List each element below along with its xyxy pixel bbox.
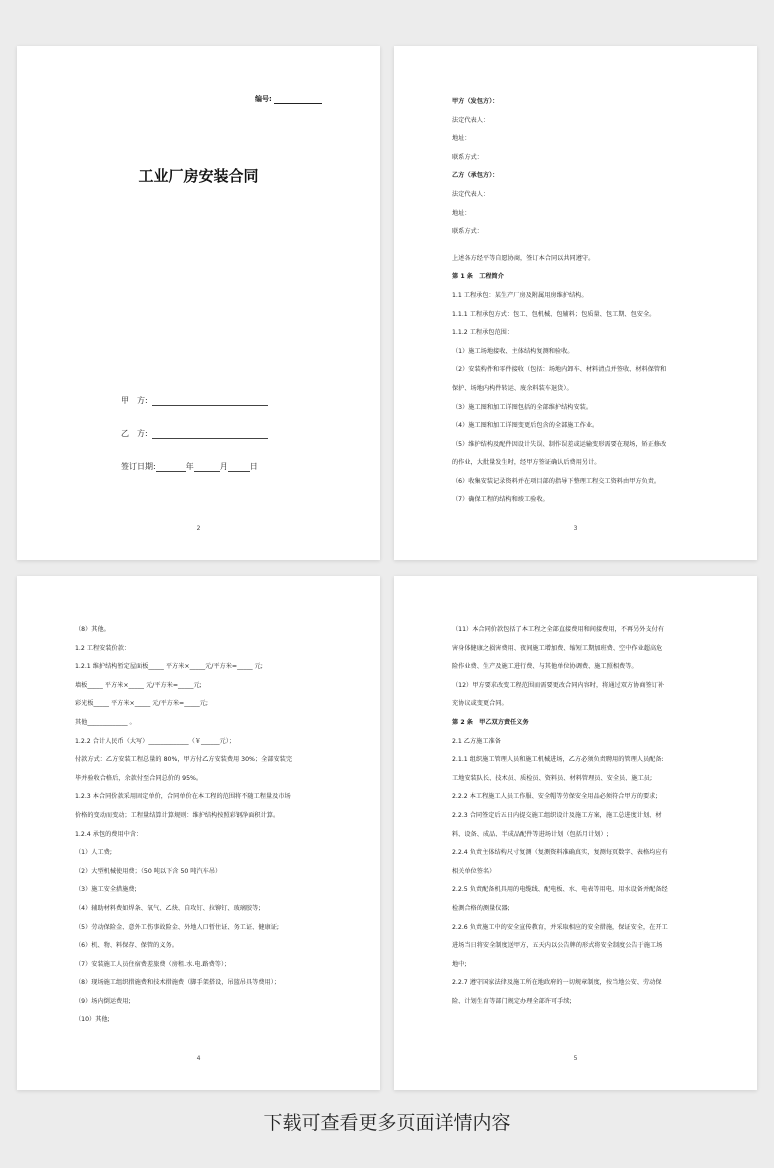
text-line: （8）现场施工组织措施费和技术措施费（脚手架搭设，吊篮吊具等费用）； bbox=[75, 979, 281, 987]
page-number: 4 bbox=[196, 1055, 201, 1062]
party-b-signature bbox=[121, 428, 268, 439]
text-line: 上述各方经平等自愿协商，签订本合同以共同遵守。 bbox=[452, 254, 595, 262]
download-caption: 下载可查看更多页面详情内容 bbox=[263, 1112, 511, 1134]
page-3-body bbox=[452, 93, 703, 510]
text-line: 1.2.4 承包的费用中含： bbox=[75, 830, 143, 838]
text-line: （1）施工场地接收、主体结构复测和验收。 bbox=[452, 347, 574, 355]
text-line: 2.2.4 负责主体结构尺寸复测（复测资料准确真实，复测每页数字、表格均应有 bbox=[452, 849, 668, 857]
text-line: 1.2.2 合计人民币（大写）_____________（￥______元）； bbox=[75, 737, 236, 745]
section-heading: 甲方（发包方）： bbox=[452, 98, 499, 105]
day-blank bbox=[228, 471, 250, 472]
text-line: （3）施工安全措施费; bbox=[75, 886, 137, 894]
text-line: 的作业，大批量发生时，经甲方签证确认后费用另计。 bbox=[452, 459, 601, 467]
date-label: 签订日期: bbox=[121, 462, 156, 471]
serial-blank bbox=[274, 103, 322, 104]
party-a-blank bbox=[152, 405, 268, 406]
text-line: 1.1.2 工程承包范围： bbox=[452, 329, 514, 337]
month-blank bbox=[194, 471, 220, 472]
page-4-body bbox=[75, 621, 326, 1030]
text-line: 2.1.1 组织施工管理人员和施工机械进场，乙方必须负责聘用的管理人员配备: bbox=[452, 756, 664, 764]
text-line: （2）安装构件和零件接收（包括：场地内卸车、材料清点并签收、材料保管和 bbox=[452, 366, 667, 374]
text-line: 1.1 工程承包：某生产厂房及附属用房维护结构。 bbox=[452, 291, 588, 299]
page-number: 2 bbox=[196, 525, 201, 532]
text-line: （12）甲方要求改变工程范围而需要更改合同内容时，将通过双方协商签订补 bbox=[452, 681, 665, 689]
section-heading: 第 1 条 工程简介 bbox=[452, 273, 504, 281]
text-line: 工地安装队长、技术员、质检员、资料员、材料管理员、安全员、施工员; bbox=[452, 774, 653, 782]
text-line: （9）场内倒运费用; bbox=[75, 997, 131, 1005]
signing-date bbox=[121, 461, 258, 472]
page-cover bbox=[17, 46, 380, 560]
text-line: 联系方式： bbox=[452, 153, 483, 161]
party-b-blank bbox=[152, 438, 268, 439]
year-blank bbox=[156, 471, 186, 472]
day-label: 日 bbox=[249, 462, 258, 471]
text-line: （11）本合同价款包括了本工程之全部直接费用和间接费用，不再另外支付有 bbox=[452, 626, 665, 633]
page-4 bbox=[17, 576, 380, 1090]
text-line: （1）人工费; bbox=[75, 849, 112, 857]
page-number: 5 bbox=[573, 1055, 578, 1062]
text-line: 检测合格的测量仪器; bbox=[452, 904, 510, 912]
text-line: （4）施工图和加工详图变更后包含的全部施工作业。 bbox=[452, 422, 599, 430]
text-line: 地址： bbox=[452, 209, 471, 217]
month-label: 月 bbox=[219, 462, 228, 471]
text-line: 墙板_____ 平方米×_____ 元/平方米=_____元; bbox=[75, 681, 202, 689]
text-line: 充协议或变更合同。 bbox=[452, 700, 508, 708]
text-line: 相关单位签名） bbox=[452, 867, 496, 875]
page-number: 3 bbox=[573, 525, 578, 532]
text-line: 2.2.3 合同签定后五日内提交施工组织设计及施工方案，施工总进度计划、材 bbox=[452, 811, 662, 819]
section-heading: 第 2 条 甲乙双方责任义务 bbox=[452, 718, 529, 726]
section-heading: 乙方（承包方）： bbox=[452, 172, 499, 180]
text-line: 联系方式： bbox=[452, 228, 483, 236]
text-line: （6）机、物、料保存、保管的义务。 bbox=[75, 942, 178, 950]
text-line: 1.2.1 维护结构暂定屋面板_____ 平方米×_____元/平方米=_____ 元; bbox=[75, 663, 263, 671]
text-line: （2）大型机械使用费；（50 吨以下含 50 吨汽车吊） bbox=[75, 867, 222, 875]
text-line: （4）辅助材料费如焊条、氧气、乙炔、自攻钉、拉铆钉、玻璃胶等; bbox=[75, 904, 261, 912]
text-line: （5）劳动保险金、意外工伤事故险金、外地人口暂住证、务工证、健康证; bbox=[75, 923, 280, 931]
text-line: （6）收集安装记录资料并在项目部的指导下整理工程交工资料由甲方负责。 bbox=[452, 477, 661, 485]
text-line: 险作业费、生产及施工进行费、与其他单位协调费、施工照相费等。 bbox=[452, 663, 638, 671]
page-3 bbox=[394, 46, 757, 560]
text-line: （7）安装施工人员住宿费差旅费（房租.水.电.路费等）； bbox=[75, 960, 231, 968]
page-5-body bbox=[452, 621, 703, 1011]
text-line: 法定代表人： bbox=[452, 190, 490, 198]
text-line: 2.2.6 负责施工中的安全宣传教育，并采取相应的安全措施，保证安全，在开工 bbox=[452, 923, 668, 931]
page-5 bbox=[394, 576, 757, 1090]
text-line: 彩光板_____ 平方米×_____ 元/平方米=_____元; bbox=[75, 700, 208, 708]
party-a-signature bbox=[121, 395, 268, 406]
party-a-label: 甲 方: bbox=[121, 396, 148, 405]
text-line: 2.1 乙方施工准备 bbox=[452, 737, 501, 745]
text-line: 法定代表人： bbox=[452, 116, 490, 124]
text-line: （7）确保工程的结构和竣工验收。 bbox=[452, 496, 549, 504]
text-line: （8）其他。 bbox=[75, 626, 110, 633]
text-line: 1.2.3 本合同价款采用固定单价，合同单价在本工程的范围将不随工程量及市场 bbox=[75, 793, 291, 801]
text-line: （5）维护结构及配件因设计失误、制作误差或运输变形需要在现场，矫正修改 bbox=[452, 440, 667, 448]
text-line: 2.2.7 遵守国家法律及施工所在地政府的一切规章制度，按当地公安、劳动保 bbox=[452, 979, 662, 987]
text-line: 1.2 工程安装价款： bbox=[75, 644, 131, 652]
text-line: 保护、场地内构件转运、废余料装车退货）。 bbox=[452, 384, 573, 392]
year-label: 年 bbox=[185, 462, 194, 471]
text-line: 2.2.5 负责配备机具用的电缆线、配电板、水、电表等用电、用水设备并配备经 bbox=[452, 886, 668, 894]
text-line: 其他_____________ 。 bbox=[75, 718, 136, 726]
text-line: 2.2.2 本工程施工人员工作服、安全帽等劳保安全用品必须符合甲方的要求; bbox=[452, 793, 658, 801]
text-line: （3）施工图和加工详图包括的全部维护结构安装。 bbox=[452, 403, 593, 411]
serial-label: 编号: bbox=[255, 95, 272, 103]
text-line: 进场当日将安全制度送甲方，五天内以公告牌的形式将安全制度公告于施工场 bbox=[452, 942, 663, 950]
text-line: 1.1.1 工程承包方式：包工、包机械、包辅料；包质量、包工期、包安全。 bbox=[452, 310, 656, 318]
text-line: （10）其他; bbox=[75, 1016, 110, 1024]
party-b-label: 乙 方: bbox=[121, 429, 148, 438]
text-line: 价格的变动而变动；工程量结算计算规则：维护结构按照彩钢净面积计算。 bbox=[75, 811, 280, 819]
text-line: 料、设备、成品、半成品配件等进场计划（包括月计划）; bbox=[452, 830, 609, 838]
text-line: 地中; bbox=[452, 960, 467, 968]
contract-title: 工业厂房安装合同 bbox=[138, 167, 259, 185]
text-line: 害身体健康之损害费用、夜间施工增加费、缩短工期加班费、空中作业超高危 bbox=[452, 644, 663, 652]
text-line: 地址： bbox=[452, 135, 471, 143]
serial-number bbox=[255, 94, 322, 104]
text-line: 毕并验收合格后，余款付至合同总价的 95%。 bbox=[75, 774, 203, 782]
text-line: 险、计划生育等部门规定办理全部许可手续; bbox=[452, 997, 572, 1005]
text-line: 付款方式：乙方安装工程总量的 80%，甲方付乙方安装费用 30%；全部安装完 bbox=[75, 756, 293, 764]
